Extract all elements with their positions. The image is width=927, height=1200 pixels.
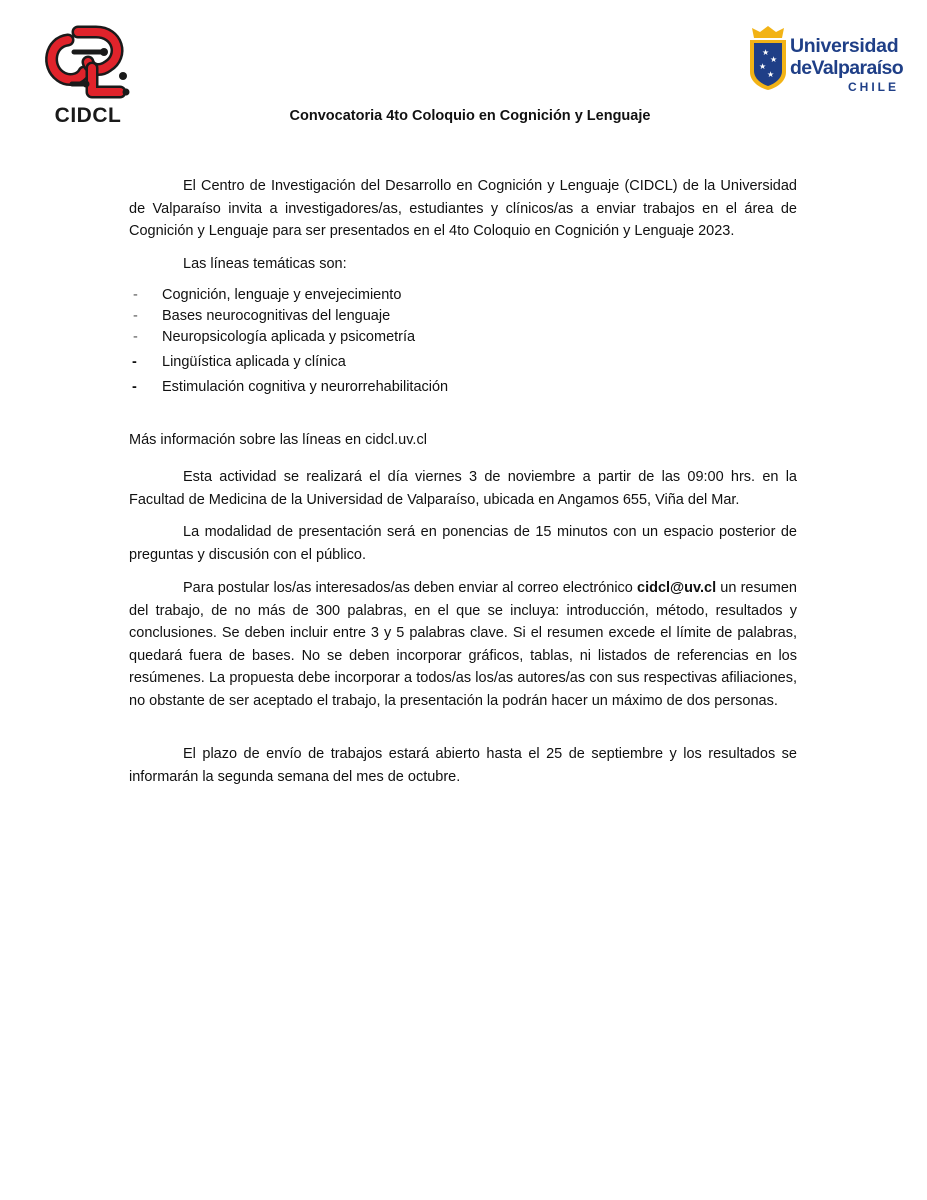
date-paragraph: Esta actividad se realizará el día viernes 3 de noviembre a partir de las 09:00 hrs. en la Facultad de Medicina de la Universidad de Valparaíso, ubicada en Angamos 655, Viña del Mar. xyxy=(129,469,797,508)
bullet-dash: - xyxy=(133,287,138,303)
document-title: Convocatoria 4to Coloquio en Cognición y Lenguaje xyxy=(289,108,651,124)
topic-text: Lingüística aplicada y clínica xyxy=(162,354,346,370)
cidcl-logo-mark-icon xyxy=(38,22,138,104)
list-item xyxy=(129,379,629,400)
list-item xyxy=(129,308,629,329)
modality-paragraph: La modalidad de presentación será en ponencias de 15 minutos con un espacio posterior de preguntas y discusión con el público. xyxy=(129,524,797,563)
uv-logo-country: CHILE xyxy=(848,80,899,94)
topics-heading: Las líneas temáticas son: xyxy=(183,256,347,272)
application-text-end: un resumen del trabajo, de no más de 300 palabras, en el que se incluya: introducción, método, resultados y conclusiones. Se deben incluir entre 3 y 5 palabras clave. Si el resumen excede el límite de palabras, quedará fuera de bases. No se deben incorporar gráficos, tablas, ni listados de referencias en los resúmenes. La propuesta debe incorporar a todos/as los/as autores/as con sus respectivas afiliaciones, no obstante de ser aceptado el trabajo, la presentación la podrán hacer un máximo de dos personas. xyxy=(129,580,797,709)
application-text-start: Para postular los/as interesados/as deben enviar al correo electrónico xyxy=(183,580,637,596)
svg-text:★: ★ xyxy=(767,70,775,79)
list-item xyxy=(129,329,629,350)
topic-text: Bases neurocognitivas del lenguaje xyxy=(162,308,391,324)
bullet-dash: - xyxy=(133,329,138,345)
bullet-dash: - xyxy=(133,308,138,324)
topic-text: Neuropsicología aplicada y psicometría xyxy=(162,329,416,345)
bullet-dash: - xyxy=(132,379,137,395)
list-item xyxy=(129,354,629,375)
topics-list xyxy=(129,287,629,400)
svg-text:★: ★ xyxy=(762,48,770,57)
list-item xyxy=(129,287,629,308)
more-info-line: Más información sobre las líneas en cidcl.uv.cl xyxy=(129,432,427,448)
topic-text: Estimulación cognitiva y neurorrehabilitación xyxy=(162,379,449,395)
topic-text: Cognición, lenguaje y envejecimiento xyxy=(162,287,402,303)
svg-text:★: ★ xyxy=(770,55,778,64)
intro-paragraph: El Centro de Investigación del Desarrollo en Cognición y Lenguaje (CIDCL) de la Universidad de Valparaíso invita a investigadores/as, estudiantes y clínicos/as a enviar trabajos en el área de Cognición y Lenguaje para ser presentados en el 4to Coloquio en Cognición y Lenguaje 2023. xyxy=(129,178,797,239)
svg-text:★: ★ xyxy=(759,62,767,71)
contact-email: cidcl@uv.cl xyxy=(637,580,717,596)
cidcl-logo-text: CIDCL xyxy=(54,104,122,127)
uv-logo-line2: deValparaíso xyxy=(790,57,904,79)
deadline-paragraph: El plazo de envío de trabajos estará abierto hasta el 25 de septiembre y los resultados se informarán la segunda semana del mes de octubre. xyxy=(129,746,797,785)
uv-shield-icon xyxy=(748,24,788,92)
uv-logo-line1: Universidad xyxy=(790,35,899,57)
application-paragraph xyxy=(129,577,797,712)
uv-logo xyxy=(748,24,908,96)
bullet-dash: - xyxy=(132,354,137,370)
